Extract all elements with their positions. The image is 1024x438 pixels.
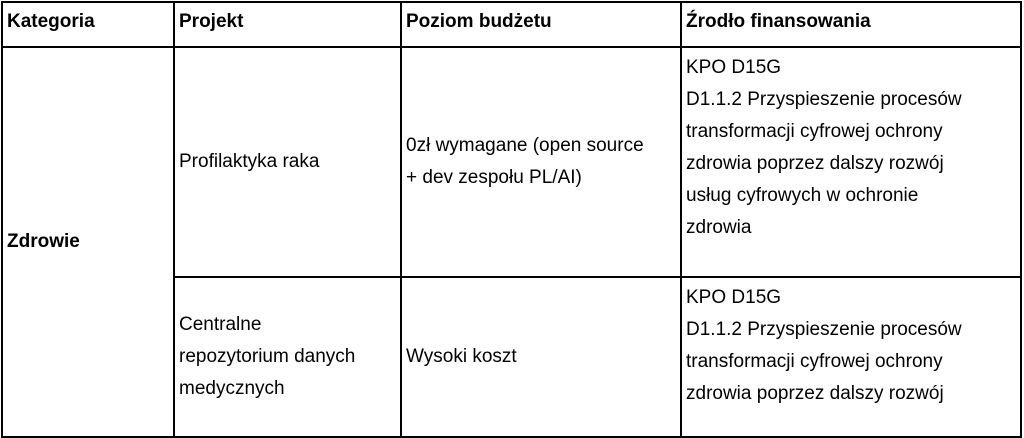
- header-source: Źrodło finansowania: [681, 2, 1021, 47]
- source-line: zdrowia poprzez dalszy rozwój: [686, 153, 944, 174]
- source-line: transformacji cyfrowej ochrony: [686, 121, 943, 142]
- header-row: [2, 2, 1021, 47]
- budget-line: Wysoki koszt: [406, 346, 517, 367]
- project-line: repozytorium danych: [179, 346, 356, 367]
- budget-line: + dev zespołu PL/AI): [406, 167, 582, 188]
- source-line: KPO D15G: [686, 57, 782, 78]
- table-row: [2, 47, 1021, 277]
- budget-line: 0zł wymagane (open source: [406, 135, 644, 156]
- project-cell: [174, 277, 401, 437]
- header-category: Kategoria: [2, 2, 174, 47]
- budget-cell: [401, 277, 681, 437]
- source-line: zdrowia poprzez dalszy rozwój: [686, 383, 944, 404]
- project-line: Profilaktyka raka: [179, 151, 320, 172]
- source-cell: [681, 277, 1021, 437]
- header-budget: Poziom budżetu: [401, 2, 681, 47]
- source-line: usług cyfrowych w ochronie: [686, 185, 919, 206]
- header-project: Projekt: [174, 2, 401, 47]
- source-cell: [681, 47, 1021, 277]
- funding-table: [1, 1, 1022, 438]
- project-line: medycznych: [179, 378, 285, 399]
- source-line: transformacji cyfrowej ochrony: [686, 351, 943, 372]
- project-cell: [174, 47, 401, 277]
- project-line: Centralne: [179, 314, 262, 335]
- budget-cell: [401, 47, 681, 277]
- source-line: zdrowia: [686, 217, 752, 238]
- source-line: KPO D15G: [686, 287, 782, 308]
- source-line: D1.1.2 Przyspieszenie procesów: [686, 89, 962, 110]
- source-line: D1.1.2 Przyspieszenie procesów: [686, 319, 962, 340]
- category-cell: Zdrowie: [2, 47, 174, 437]
